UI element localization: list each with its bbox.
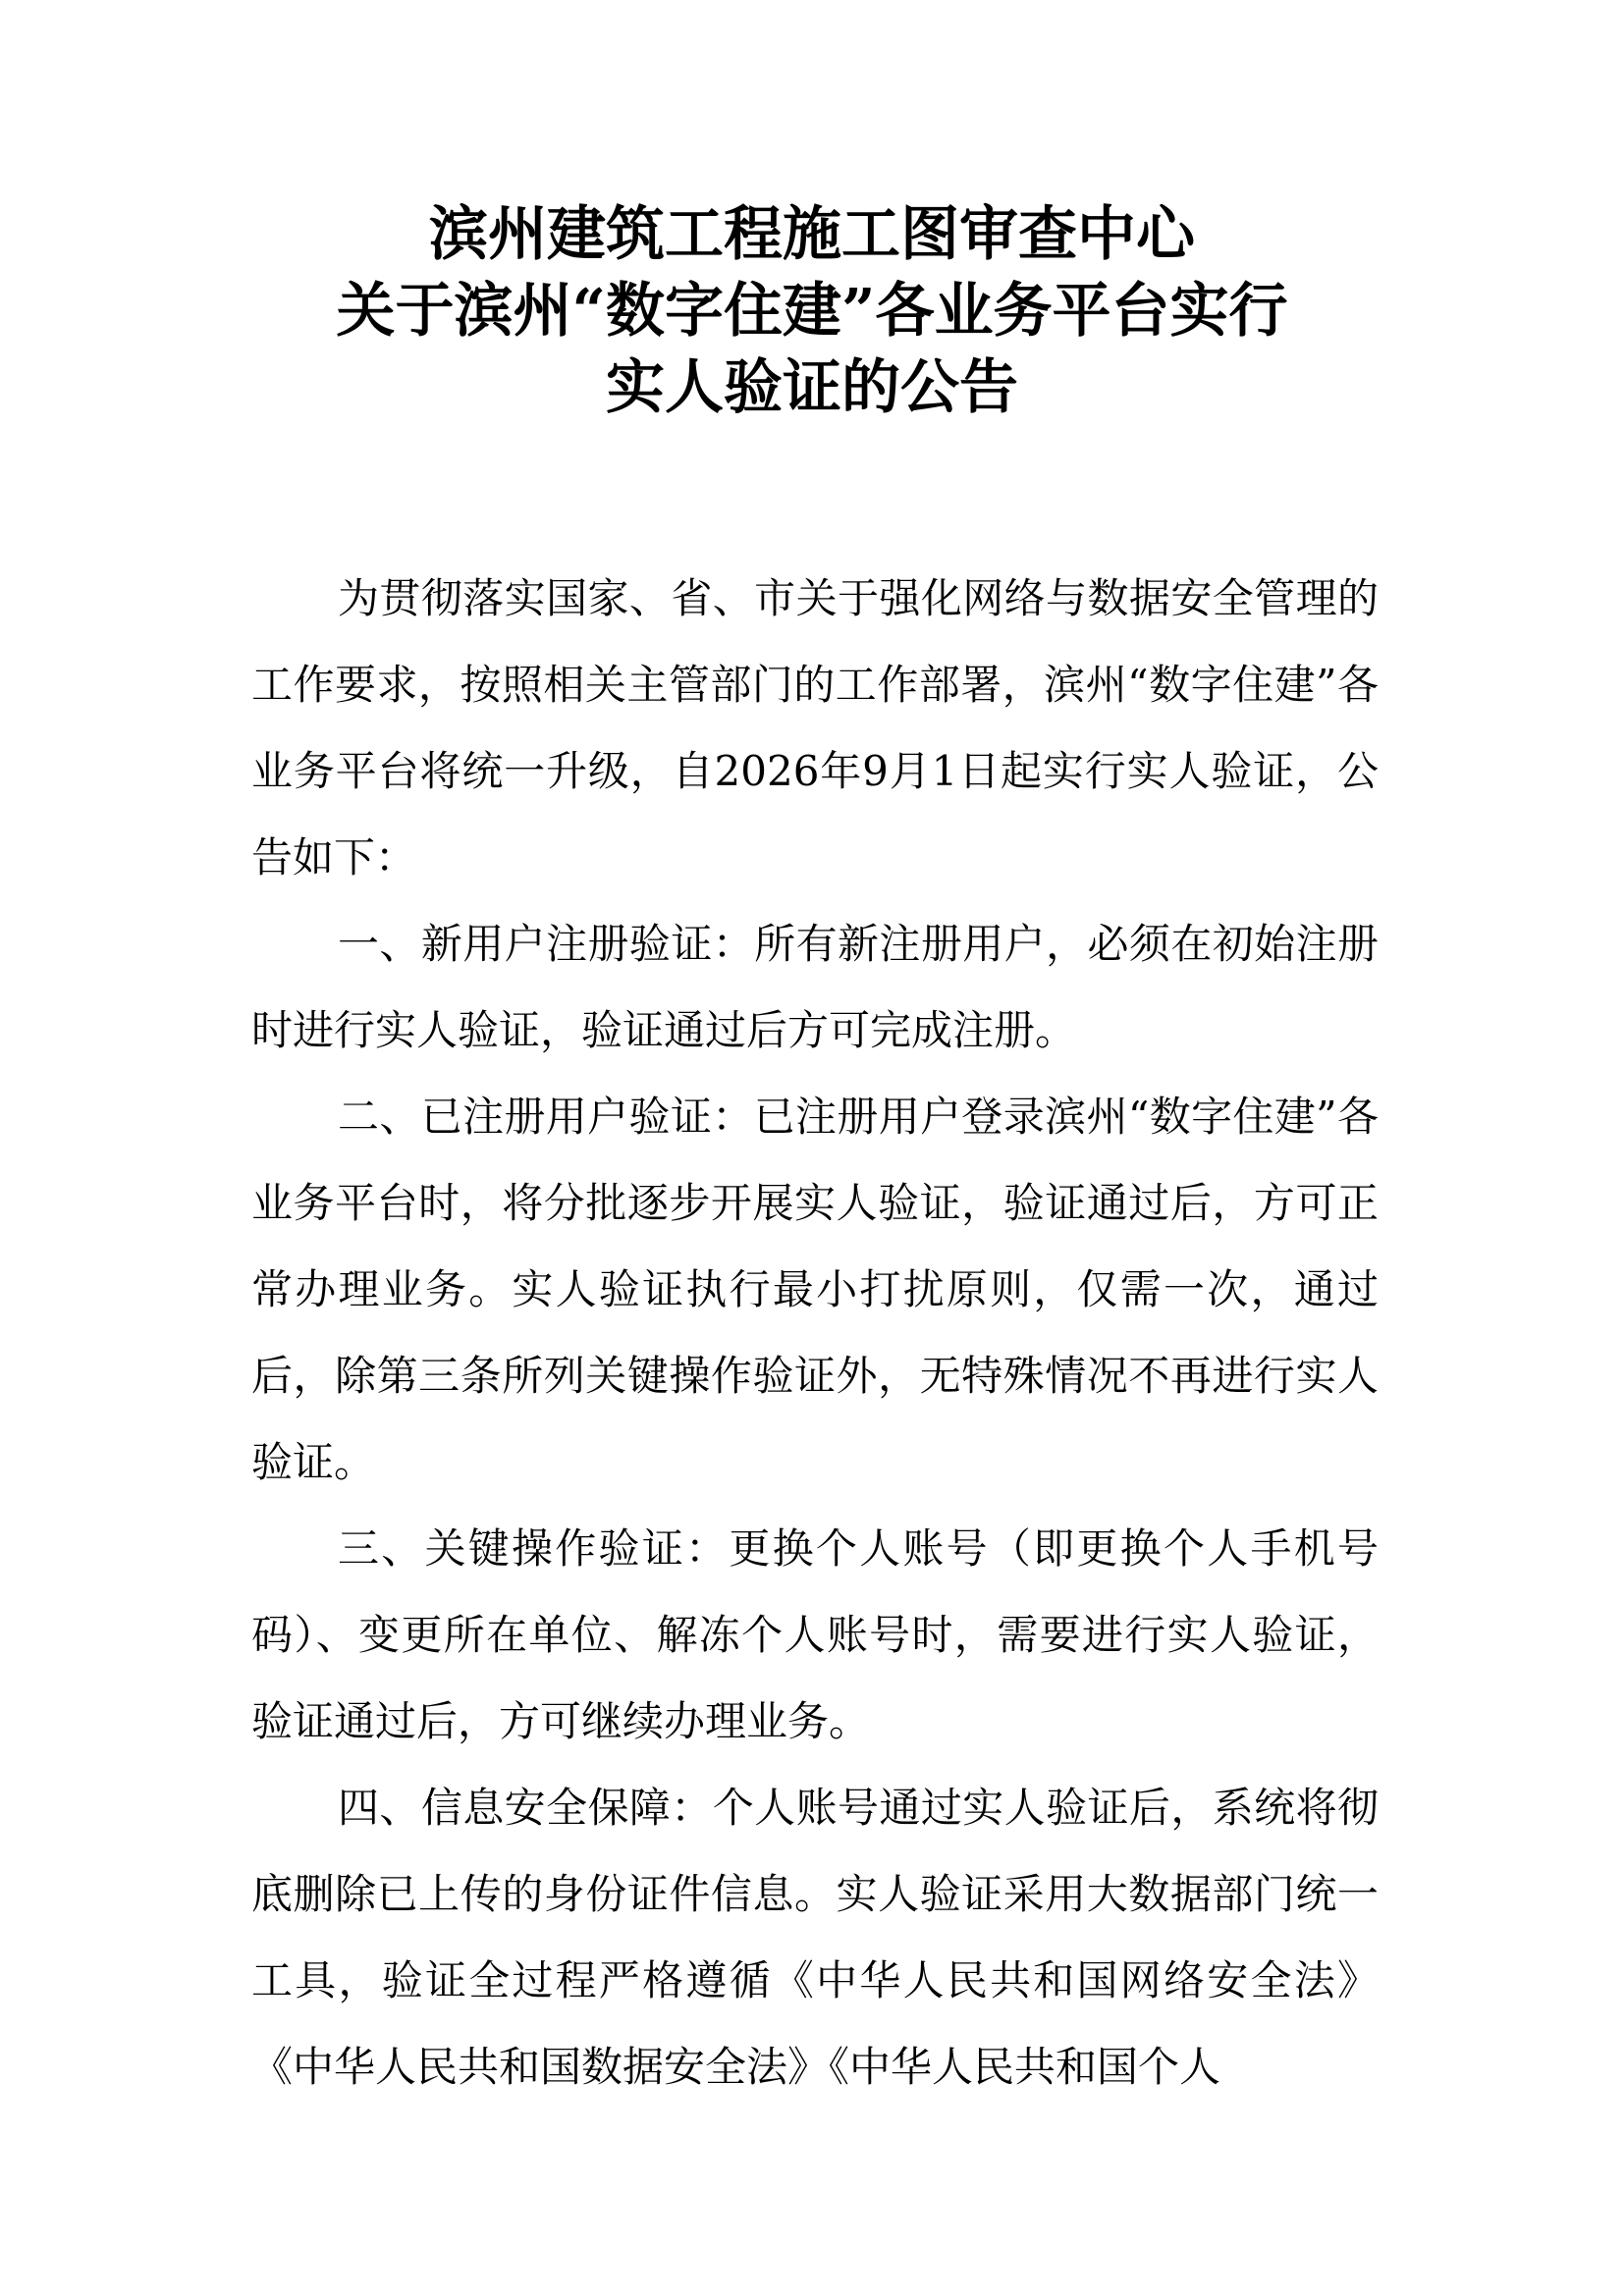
document-title bbox=[0, 196, 1624, 426]
paragraph-item-4: 四、信息安全保障：个人账号通过实人验证后，系统将彻底删除已上传的身份证件信息。实人验证采用大数据部门统一工具，验证全过程严格遵循《中华人民共和国网络安全法》《中华人民共和国数据安全法》《中华人民共和国个人 bbox=[251, 1784, 1379, 2091]
title-line-1: 滨州建筑工程施工图审查中心 bbox=[429, 200, 1195, 269]
paragraph-item-3: 三、关键操作验证：更换个人账号（即更换个人手机号码）、变更所在单位、解冻个人账号时，需要进行实人验证，验证通过后，方可继续办理业务。 bbox=[251, 1524, 1379, 1745]
paragraph-item-1: 一、新用户注册验证：所有新注册用户，必须在初始注册时进行实人验证，验证通过后方可完成注册。 bbox=[251, 920, 1379, 1054]
document-body bbox=[251, 556, 1379, 2110]
title-line-3: 实人验证的公告 bbox=[606, 353, 1018, 422]
paragraph-item-2: 二、已注册用户验证：已注册用户登录滨州“数字住建”各业务平台时，将分批逐步开展实人验证，验证通过后，方可正常办理业务。实人验证执行最小打扰原则，仅需一次，通过后，除第三条所列关键操作验证外，无特殊情况不再进行实人验证。 bbox=[251, 1093, 1379, 1486]
paragraph-intro: 为贯彻落实国家、省、市关于强化网络与数据安全管理的工作要求，按照相关主管部门的工作部署，滨州“数字住建”各业务平台将统一升级，自2026年9月1日起实行实人验证，公告如下： bbox=[251, 574, 1379, 881]
title-line-2: 关于滨州“数字住建”各业务平台实行 bbox=[336, 277, 1288, 346]
